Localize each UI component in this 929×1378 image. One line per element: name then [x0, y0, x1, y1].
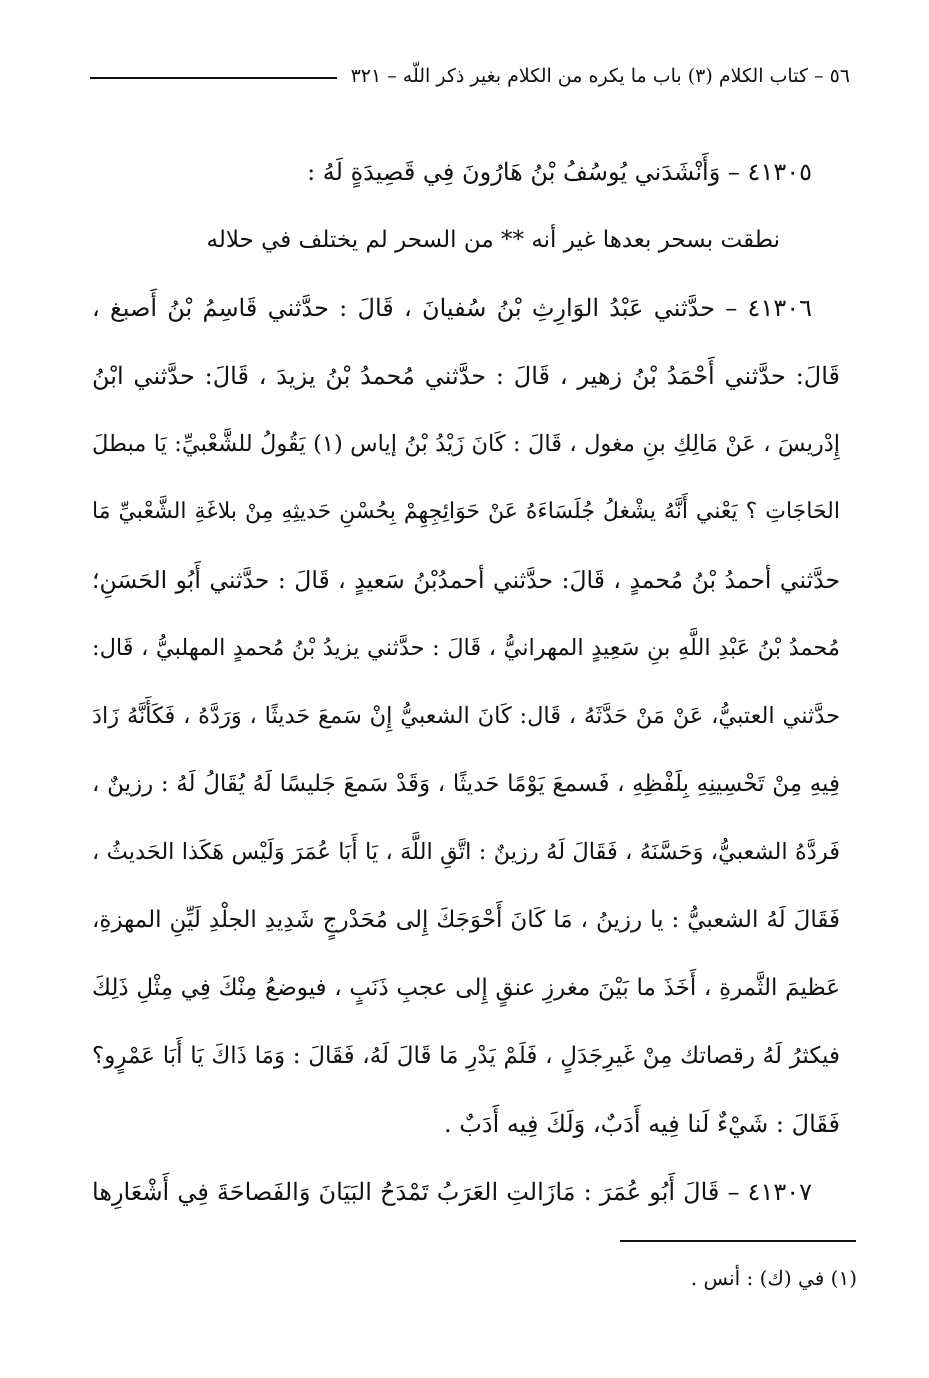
footnote-rule: [620, 1240, 856, 1242]
verse-line: نطقت بسحر بعدها غير أنه ** من السحر لم يختلف في حلاله: [206, 227, 780, 253]
page-header: [90, 58, 850, 94]
text-line: ٤١٣٠٦ – حدَّثني عَبْدُ الوَارِثِ بْنُ سُفيانَ ، قَالَ : حدَّثني قَاسِمُ بْنُ أَصبغ ،: [92, 294, 812, 322]
text-line: فيكثرُ لَهُ رقصاتك مِنْ غَيرِجَدَلٍ ، فَلَمْ يَدْرِ مَا قَالَ لَهُ، فَقَالَ : وَمَا ذَاكَ يَا أَبَا عَمْرٍو؟: [92, 1043, 840, 1069]
text-line: فَقَالَ لَهُ الشعبيُّ : يا رزينُ ، مَا كَانَ أَحْوَجَكَ إِلى مُحَدْرجٍ شَدِيدِ الجلْدِ لَيِّنِ المهزةِ،: [92, 907, 840, 933]
main-text: [92, 138, 840, 1226]
footnote: (١) في (ك) : أنس .: [690, 1266, 857, 1290]
text-line: قَالَ: حدَّثني أَحْمَدُ بْنُ زهير ، قَالَ : حدَّثني مُحمدُ بْنُ يزيدَ ، قَالَ: حدَّثني ابْنُ: [92, 362, 840, 390]
text-line: إِدْريسَ ، عَنْ مَالِكِ بنِ مغول ، قَالَ : كَانَ زَيْدُ بْنُ إياس (١) يَقُولُ للشَّعْبيِّ: يَا مبطلَ: [92, 431, 840, 457]
text-line: فَردَّهُ الشعبيُّ، وَحَسَّنَهُ ، فَقَالَ لَهُ رزينٌ : اتَّقِ اللَّهَ ، يَا أَبَا عُمَرَ وَلَيْس هَكَذا الحَديثُ ،: [92, 839, 840, 865]
text-line: فِيهِ مِنْ تَحْسِينِهِ بِلَفْظِهِ ، فَسمعَ يَوْمًا حَديثًا ، وَقَدْ سَمعَ جَليسًا لَهُ يُقَالُ لَهُ : رزينٌ ،: [92, 771, 840, 797]
text-line: الحَاجَاتِ ؟ يَعْني أَنَّهُ يشْغلُ جُلَسَاءَهُ عَنْ حَوَائِجِهِمْ بِحُسْنِ حَديثِهِ مِنْ بلاغَةِ الشَّعْبيِّ مَا: [92, 499, 840, 524]
running-header-title: ٥٦ – كتاب الكلام (٣) باب ما يكره من الكلام بغير ذكر اللّه – ٣٢١: [350, 65, 850, 87]
text-line: ٤١٣٠٥ – وَأَنْشَدَني يُوسُفُ بْنُ هَارُونَ فِي قَصِيدَةٍ لَهُ :: [307, 158, 812, 186]
header-rule: [90, 77, 337, 79]
text-line: عَظيمَ الثَّمرةِ ، أَخَذَ ما بَيْنَ مغرزِ عنقٍ إِلى عجبِ ذَنَبٍ ، فيوضعُ مِنْكَ فِي مِثْلِ ذَلِكَ: [92, 975, 840, 1001]
text-line: حدَّثني أحمدُ بْنُ مُحمدٍ ، قَالَ: حدَّثني أحمدُبْنُ سَعيدٍ ، قَالَ : حدَّثني أَبُو الحَسَنِ؛: [92, 566, 840, 594]
text-line: ٤١٣٠٧ – قَالَ أَبُو عُمَرَ : مَازَالتِ العَرَبُ تَمْدَحُ البَيَانَ وَالفَصاحَةَ فِي أَشْعَارِها: [92, 1178, 812, 1206]
text-line: فَقَالَ : شَيْءٌ لَنا فِيه أَدَبٌ، وَلَكَ فِيه أَدَبٌ .: [444, 1110, 840, 1138]
text-line: مُحمدُ بْنُ عَبْدِ اللَّهِ بنِ سَعِيدٍ المهرانيُّ ، قَالَ : حدَّثني يزيدُ بْنُ مُحمدٍ المهلبيُّ ، قَال:: [92, 635, 840, 661]
text-line: حدَّثني العتبيُّ، عَنْ مَنْ حَدَّثَهُ ، قَال: كَانَ الشعبيُّ إِنْ سَمعَ حَديثًا ، وَرَدَّهُ ، فَكَأَنَّهُ زَادَ: [92, 703, 840, 729]
